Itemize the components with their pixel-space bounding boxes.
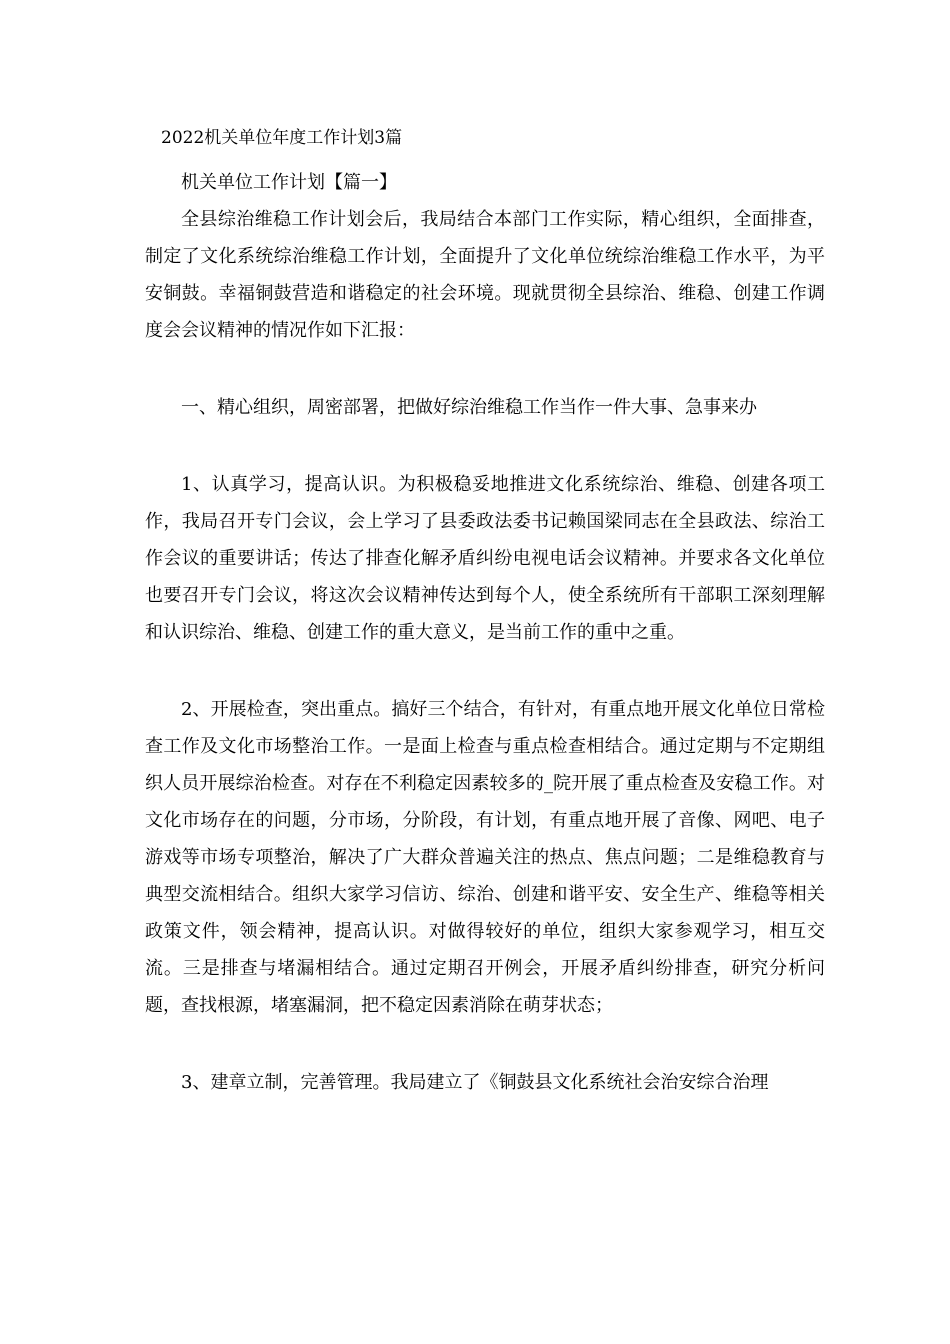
item-one-paragraph: 1、认真学习，提高认识。为积极稳妥地推进文化系统综治、维稳、创建各项工作，我局召开专门会议，会上学习了县委政法委书记赖国梁同志在全县政法、综治工作会议的重要讲话；传达了排查化解矛盾纠纷电视电话会议精神。并要求各文化单位也要召开专门会议，将这次会议精神传达到每个人，使全系统所有干部职工深刻理解和认识综治、维稳、创建工作的重大意义，是当前工作的重中之重。 xyxy=(145,474,825,643)
document-body xyxy=(145,164,825,1101)
item-three-paragraph: 3、建章立制，完善管理。我局建立了《铜鼓县文化系统社会治安综合治理 xyxy=(181,1072,769,1093)
item-two-paragraph: 2、开展检查，突出重点。搞好三个结合，有针对，有重点地开展文化单位日常检查工作及文化市场整治工作。一是面上检查与重点检查相结合。通过定期与不定期组织人员开展综治检查。对存在不利稳定因素较多的_院开展了重点检查及安稳工作。对文化市场存在的问题，分市场，分阶段，有计划，有重点地开展了音像、网吧、电子游戏等市场专项整治，解决了广大群众普遍关注的热点、焦点问题；二是维稳教育与典型交流相结合。组织大家学习信访、综治、创建和谐平安、安全生产、维稳等相关政策文件，领会精神，提高认识。对做得较好的单位，组织大家参观学习，相互交流。三是排查与堵漏相结合。通过定期召开例会，开展矛盾纠纷排查，研究分析问题，查找根源，堵塞漏洞，把不稳定因素消除在萌芽状态； xyxy=(145,699,825,1016)
section-heading: 机关单位工作计划【篇一】 xyxy=(181,172,397,193)
document-title: 2022机关单位年度工作计划3篇 xyxy=(161,128,403,148)
intro-paragraph: 全县综治维稳工作计划会后，我局结合本部门工作实际，精心组织，全面排查，制定了文化系统综治维稳工作计划，全面提升了文化单位统综治维稳工作水平，为平安铜鼓。幸福铜鼓营造和谐稳定的社会环境。现就贯彻全县综治、维稳、创建工作调度会会议精神的情况作如下汇报： xyxy=(145,209,825,341)
spacer xyxy=(145,349,825,389)
part-one-heading: 一、精心组织，周密部署，把做好综治维稳工作当作一件大事、急事来办 xyxy=(181,397,757,418)
spacer xyxy=(145,651,825,691)
spacer xyxy=(145,426,825,466)
spacer xyxy=(145,1024,825,1064)
